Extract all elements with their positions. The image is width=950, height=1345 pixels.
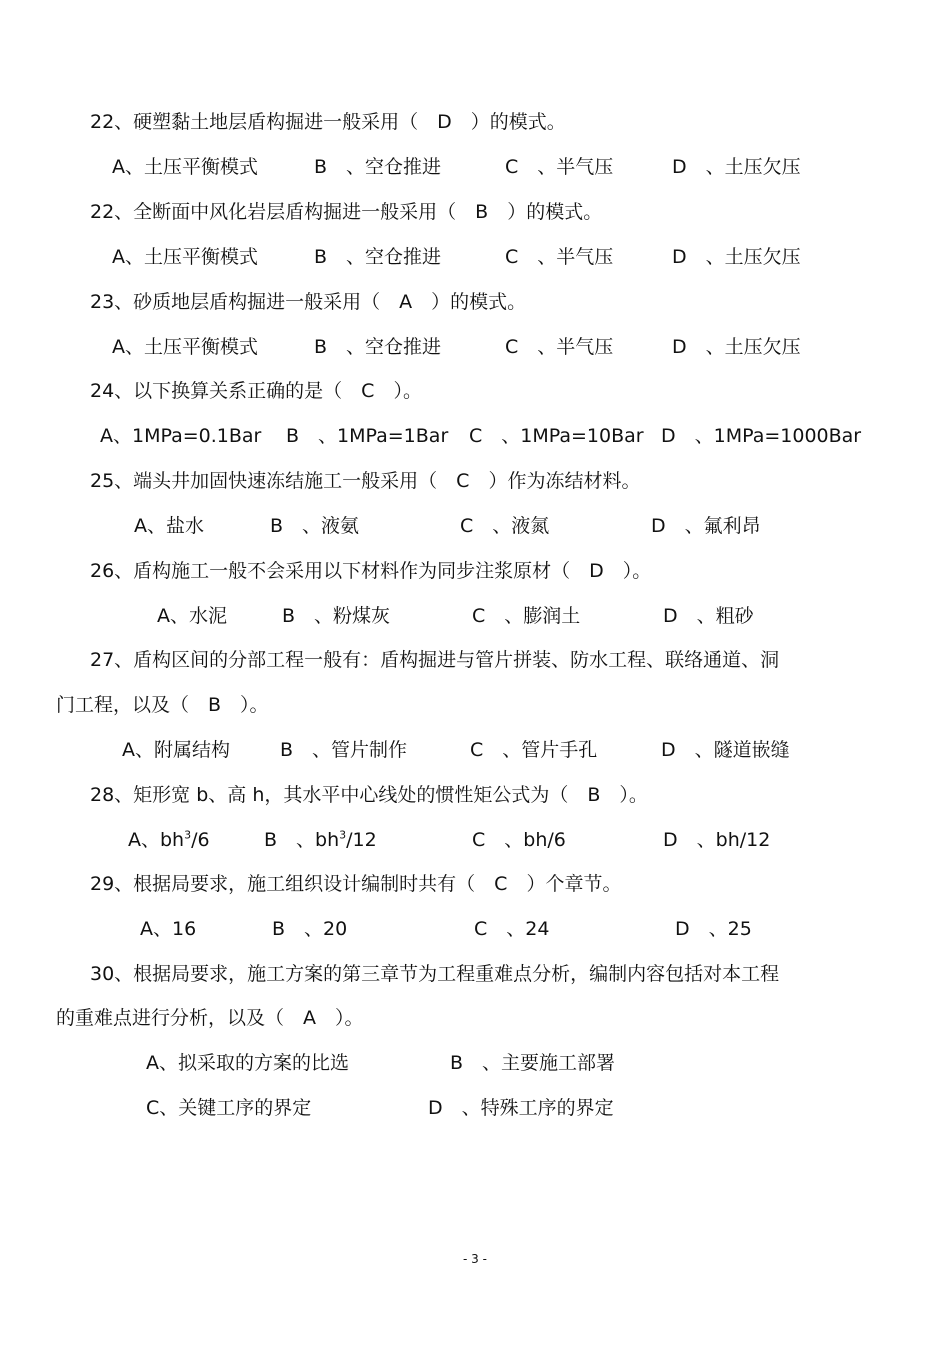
option-a: A、土压平衡模式 <box>112 246 258 268</box>
option-d: D 、土压欠压 <box>672 156 801 178</box>
option-d: D 、隧道嵌缝 <box>661 739 790 761</box>
option-c: C 、24 <box>474 918 550 940</box>
question-25: 25、端头井加固快速冻结施工一般采用（ C ）作为冻结材料。 <box>90 470 641 492</box>
option-c: C 、半气压 <box>505 246 614 268</box>
question-30-line2: 的重难点进行分析，以及（ A ）。 <box>56 1007 364 1029</box>
option-c: C、关键工序的界定 <box>146 1097 312 1119</box>
question-22a: 22、硬塑黏土地层盾构掘进一般采用（ D ）的模式。 <box>90 111 566 133</box>
option-a: A、拟采取的方案的比选 <box>146 1052 349 1074</box>
option-c: C 、半气压 <box>505 336 614 358</box>
option-a: A、$bh^3/6$ <box>128 828 210 851</box>
page-number: - 3 - <box>463 1252 487 1266</box>
option-d: D 、粗砂 <box>663 605 754 627</box>
option-b: B 、空仓推进 <box>314 336 442 358</box>
option-d: D 、土压欠压 <box>672 336 801 358</box>
option-c: C 、bh/6 <box>472 829 566 851</box>
option-b: B 、管片制作 <box>280 739 408 761</box>
option-b: B 、20 <box>272 918 348 940</box>
option-a: A、附属结构 <box>122 739 230 761</box>
question-23: 23、砂质地层盾构掘进一般采用（ A ）的模式。 <box>90 291 527 313</box>
option-b: B 、液氨 <box>270 515 360 537</box>
option-a: A、土压平衡模式 <box>112 336 258 358</box>
option-d: D 、土压欠压 <box>672 246 801 268</box>
question-30-line1: 30、根据局要求，施工方案的第三章节为工程重难点分析，编制内容包括对本工程 <box>90 963 780 985</box>
option-b: B 、$bh^3/12$ <box>264 828 377 851</box>
option-d: D 、bh/12 <box>663 829 771 851</box>
question-29: 29、根据局要求，施工组织设计编制时共有（ C ）个章节。 <box>90 873 622 895</box>
question-26: 26、盾构施工一般不会采用以下材料作为同步注浆原材（ D ）。 <box>90 560 652 582</box>
option-a: A、盐水 <box>134 515 204 537</box>
option-b: B 、主要施工部署 <box>450 1052 616 1074</box>
option-b: B 、1MPa=1Bar <box>286 425 449 447</box>
option-d: D 、特殊工序的界定 <box>428 1097 614 1119</box>
question-24: 24、以下换算关系正确的是（ C ）。 <box>90 380 422 402</box>
option-c: C 、半气压 <box>505 156 614 178</box>
question-28: 28、矩形宽 b、高 h，其水平中心线处的惯性矩公式为（ B ）。 <box>90 784 648 806</box>
option-a: A、水泥 <box>157 605 227 627</box>
option-c: C 、1MPa=10Bar <box>469 425 644 447</box>
question-22b: 22、全断面中风化岩层盾构掘进一般采用（ B ）的模式。 <box>90 201 603 223</box>
option-c: C 、液氮 <box>460 515 550 537</box>
option-a: A、16 <box>140 918 197 940</box>
option-a: A、土压平衡模式 <box>112 156 258 178</box>
option-b: B 、空仓推进 <box>314 246 442 268</box>
option-a: A、1MPa=0.1Bar <box>100 425 262 447</box>
question-27-line2: 门工程，以及（ B ）。 <box>56 694 269 716</box>
option-b: B 、粉煤灰 <box>282 605 391 627</box>
option-d: D 、1MPa=1000Bar <box>661 425 862 447</box>
option-d: D 、25 <box>675 918 752 940</box>
option-d: D 、氟利昂 <box>651 515 761 537</box>
option-c: C 、管片手孔 <box>470 739 598 761</box>
option-b: B 、空仓推进 <box>314 156 442 178</box>
question-27-line1: 27、盾构区间的分部工程一般有：盾构掘进与管片拼装、防水工程、联络通道、洞 <box>90 649 780 671</box>
option-c: C 、膨润土 <box>472 605 581 627</box>
